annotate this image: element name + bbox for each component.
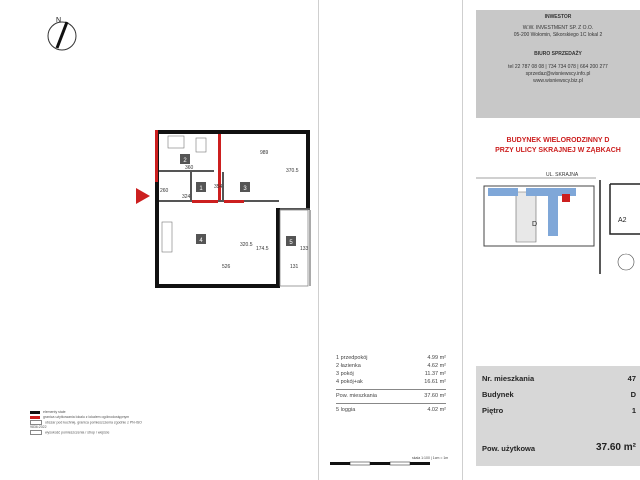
building-label: Budynek	[482, 390, 514, 399]
scale-bar	[330, 454, 450, 470]
dim-label: 133	[300, 246, 309, 252]
room-number-3: 3	[243, 186, 247, 192]
north-compass-small-icon	[618, 254, 634, 270]
room-row: 1 przedpokój 4.99 m²	[336, 355, 446, 361]
sales-phones: tel 22 787 08 08 | 734 734 078 | 664 200 277	[508, 64, 608, 70]
apartment-no-label: Nr. mieszkania	[482, 374, 535, 383]
dim-label: 354	[214, 184, 223, 190]
sales-heading: BIURO SPRZEDAŻY	[534, 51, 582, 57]
entrance-arrow-icon	[136, 188, 150, 204]
investor-company: W.W. INVESTMENT SP. Z O.O.	[522, 25, 594, 31]
building-d-label: D	[532, 221, 538, 228]
room-number-4: 4	[199, 238, 203, 244]
total-area-row: Pow. mieszkania 37.60 m²	[336, 393, 446, 399]
building-value: D	[630, 390, 636, 399]
investor-heading: INWESTOR	[544, 14, 572, 20]
building-a2-label: A2	[618, 217, 627, 224]
building-title: BUDYNEK WIELORODZINNY D PRZY ULICY SKRAJNEJ W ZĄBKACH	[495, 137, 621, 154]
floor-value: 1	[631, 406, 636, 415]
dim-label: 370.5	[286, 168, 299, 174]
investor-address: 05-200 Wołomin, Sikorskiego 1C lokal 2	[513, 32, 603, 38]
room-number-2: 2	[183, 158, 187, 164]
legend-item: obszar pod kuchnię, granica pomieszczenia zgodnie z PN-ISO 9836:2022	[30, 420, 142, 430]
divider-right	[462, 0, 463, 480]
room-number-1: 1	[199, 186, 203, 192]
street-label: UL. SKRAJNA	[546, 172, 579, 178]
compass-label: N	[56, 17, 62, 24]
dim-label: 174.5	[256, 246, 269, 252]
dim-label: 360	[185, 165, 194, 171]
dim-label: 989	[260, 150, 269, 156]
dim-label: 320.5	[240, 242, 253, 248]
room-row: 3 pokój 11.37 m²	[336, 371, 446, 377]
room-row: 4 pokój+ak 16.61 m²	[336, 379, 446, 385]
room-list	[336, 354, 446, 414]
legend-item: granica użytkowania lokalu z lokalem ogólnodostępnym	[30, 415, 150, 420]
sales-website[interactable]: www.wisniewscy.biz.pl	[533, 78, 583, 84]
floor-plan	[130, 126, 320, 296]
investor-box	[476, 10, 640, 118]
legend	[30, 410, 150, 436]
apartment-info	[476, 366, 640, 466]
north-compass-icon	[42, 14, 82, 54]
sales-email[interactable]: sprzedaz@wisniewscy.info.pl	[525, 71, 591, 77]
scale-label: skala 1:100 | 1cm = 1m	[412, 456, 449, 460]
loggia-row: 5 loggia 4.02 m²	[336, 407, 446, 413]
legend-item: elementy stałe	[30, 410, 150, 415]
room-number-5: 5	[289, 240, 293, 246]
room-row: 2 łazienka 4.62 m²	[336, 363, 446, 369]
dim-label: 260	[160, 188, 169, 194]
usable-area-value: 37.60 m²	[595, 442, 636, 453]
apartment-location-marker	[562, 194, 570, 202]
dim-label: 324	[182, 194, 191, 200]
usable-area-label: Pow. użytkowa	[482, 444, 536, 453]
legend-item: wysokość pomieszczenia / strop / wejście	[30, 430, 150, 435]
site-map	[476, 172, 640, 282]
floor-label: Piętro	[482, 406, 504, 415]
apartment-no-value: 47	[627, 374, 636, 383]
dim-label: 526	[222, 264, 231, 270]
dim-label: 131	[290, 264, 299, 270]
